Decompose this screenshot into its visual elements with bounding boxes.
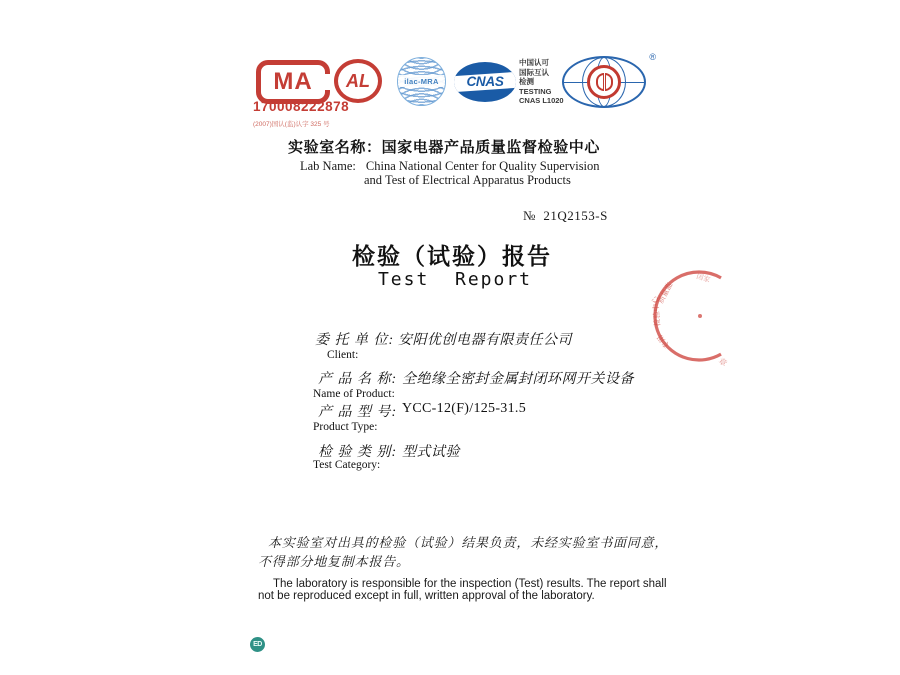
- statement-en-line1: The laboratory is responsible for the inspection (Test) results. The report shall: [273, 578, 667, 590]
- seal-text-fragment: 国家: [695, 272, 712, 285]
- accreditation-number: 170008222878 (2007)国认(监)认字 325 号: [253, 99, 350, 128]
- globe-red-emblem-icon: [587, 65, 621, 99]
- seal-text-fragment: 章: [716, 356, 729, 369]
- product-name-label-cn: 产 品 名 称:: [318, 372, 398, 387]
- client-value: 安阳优创电器有限责任公司: [398, 333, 572, 348]
- client-label-en: Client:: [327, 349, 359, 361]
- test-category-label-en: Test Category:: [313, 459, 381, 471]
- test-category-label-cn: 检 验 类 别:: [318, 445, 398, 460]
- report-title-cn: 检验（试验）报告: [352, 243, 552, 269]
- product-name-label-en: Name of Product:: [313, 388, 395, 400]
- seal-text-fragment: 质量监: [655, 280, 675, 305]
- lab-name-en-line2: and Test of Electrical Apparatus Products: [364, 173, 571, 187]
- product-type-value: YCC-12(F)/125-31.5: [402, 401, 527, 416]
- report-title-en: Test Report: [377, 269, 533, 290]
- product-type-label-en: Product Type:: [313, 421, 378, 433]
- lab-name-en-label: Lab Name:: [300, 159, 356, 173]
- seal-text-fragment: 专用: [655, 332, 672, 351]
- statement-cn-line2: 不得部分地复制本报告。: [258, 554, 410, 569]
- cma-logo-text: MA: [273, 68, 313, 95]
- ilac-mra-logo-text: ilac-MRA: [404, 76, 439, 86]
- cnas-logo-text: CNAS: [466, 74, 504, 89]
- mini-round-stamp-icon: ED: [250, 637, 265, 652]
- lab-name-en-line1: Lab Name: China National Center for Quality Supervision: [300, 159, 600, 173]
- accreditation-note: (2007)国认(监)认字 325 号: [253, 121, 330, 128]
- cma-logo-icon: [256, 60, 330, 104]
- product-type-label-cn: 产 品 型 号:: [318, 405, 398, 420]
- registered-trademark-symbol: ®: [649, 52, 656, 62]
- cnas-logo-icon: [454, 62, 516, 102]
- report-number: № 21Q2153-S: [523, 208, 608, 223]
- cal-logo-text: AL: [346, 70, 370, 91]
- lab-name-cn: 实验室名称：国家电器产品质量监督检验中心: [288, 139, 601, 156]
- red-seal-stamp: [630, 250, 780, 390]
- cal-logo-icon: [334, 59, 382, 103]
- statement-cn-line1: 本实验室对出具的检验（试验）结果负责，未经实验室书面同意，: [268, 535, 669, 550]
- client-label-cn: 委 托 单 位:: [315, 333, 395, 348]
- globe-certification-logo-icon: [562, 52, 656, 108]
- statement-en-line2: not be reproduced except in full, written approval of the laboratory.: [258, 590, 595, 602]
- ilac-mra-logo-icon: [397, 57, 446, 106]
- seal-text-fragment: 检验中心: [650, 295, 662, 327]
- product-name-value: 全绝缘全密封金属封闭环网开关设备: [402, 372, 634, 387]
- test-category-value: 型式试验: [402, 445, 460, 460]
- cnas-accreditation-text: 中国认可 国际互认 检测 TESTING CNAS L1020: [519, 58, 564, 105]
